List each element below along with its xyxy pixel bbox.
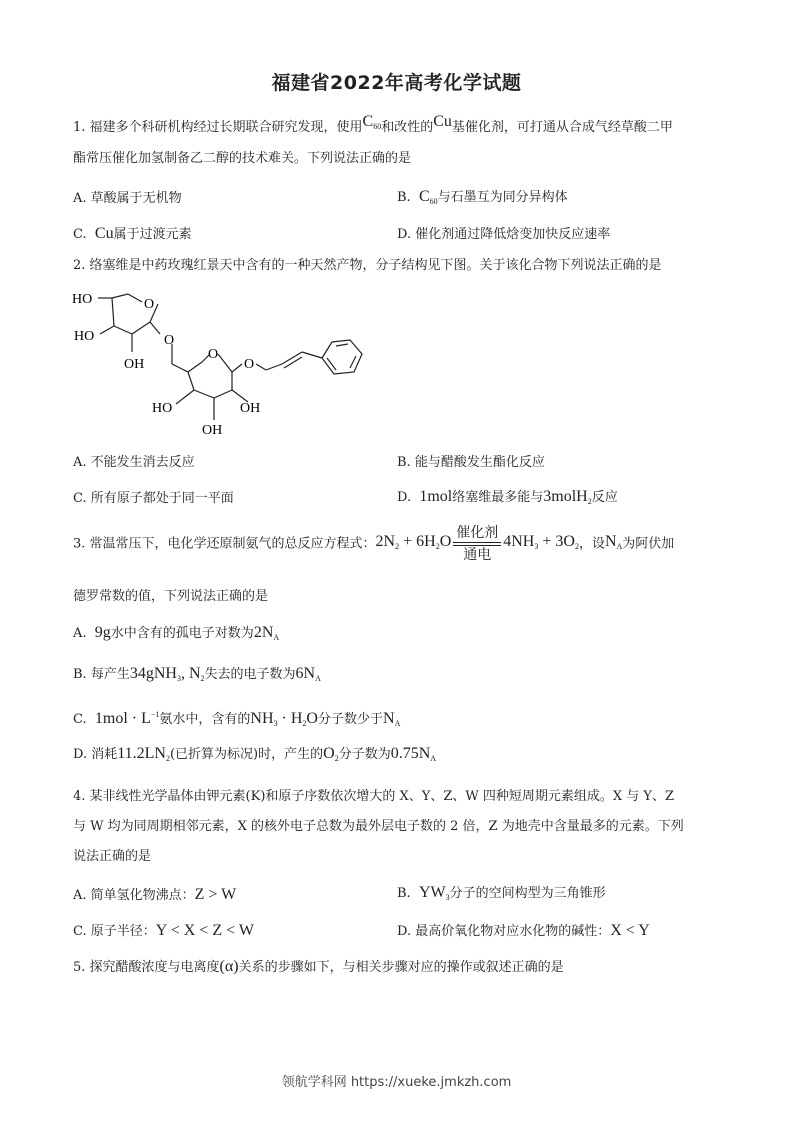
q2-label-ether-o: O — [244, 357, 255, 372]
q3-equation-left: $2N_2 + 6H_2O$ — [375, 533, 452, 551]
q2-label-oh1: OH — [124, 357, 145, 372]
q2-option-d: D. 1mol络塞维最多能与3molH$_2$反应 — [397, 488, 618, 506]
q4-stem-line1: 4. 某非线性光学晶体由钾元素(K)和原子序数依次增大的 X、Y、Z、W 四种短周期元素组成。X 与 Y、Z — [73, 789, 675, 804]
q3-option-d: D. 消耗$11.2LN_2$(已折算为标况)时，产生的$O_2$分子数为$0.75N_A$ — [73, 745, 437, 763]
q4-stem-line2: 与 W 均为同周期相邻元素，X 的核外电子总数为最外层电子数的 2 倍，Z 为地壳中含量最多的元素。下列 — [73, 819, 684, 834]
q3-option-b: B. 每产生34gNH$_3$, $N_2$失去的电子数为$6N_A$ — [73, 665, 321, 683]
q2-molecular-structure — [68, 282, 378, 442]
q2-option-b: B. 能与醋酸发生酯化反应 — [397, 455, 545, 470]
q2-label-ho3: HO — [152, 401, 173, 416]
q3-equation-right: $4NH_3 + 3O_2$ — [503, 533, 579, 551]
q1-stem-a: 1. 福建多个科研机构经过长期联合研究发现，使用 — [73, 120, 363, 135]
q2-option-a: A. 不能发生消去反应 — [73, 455, 195, 470]
q4-option-a: A. 简单氢化物沸点：Z > W — [73, 886, 237, 903]
q4-option-d: D. 最高价氧化物对应水化物的碱性：X < Y — [397, 922, 650, 939]
q2-label-ho1: HO — [72, 292, 93, 307]
q3-option-c: C. $1mol \cdot L^{-1}$氨水中，含有的$NH_3 \cdot H_2O$分子数少于$N_A$ — [73, 710, 401, 728]
q2-label-ring-o1: O — [144, 297, 155, 312]
q3-option-a: A. 9g水中含有的孤电子对数为$2N_A$ — [73, 624, 280, 642]
q1-option-c: C. Cu属于过渡元素 — [73, 225, 192, 242]
q1-stem-b: 和改性的 — [381, 120, 434, 135]
q2-stem: 2. 络塞维是中药玫瑰红景天中含有的一种天然产物，分子结构见下图。关于该化合物下列说法正确的是 — [73, 258, 662, 273]
q1-c60: $C_{60}$ — [362, 113, 382, 131]
q1-stem-line2: 酯常压催化加氢制备乙二醇的技术难关。下列说法正确的是 — [73, 151, 412, 166]
q1-option-a: A. 草酸属于无机物 — [73, 191, 182, 206]
q2-label-link-o: O — [164, 333, 175, 348]
q3-equation-conditions: $\frac{\text{催化剂}}{\text{通电}}$ — [453, 524, 501, 564]
page-title: 福建省2022年高考化学试题 — [271, 72, 522, 94]
q1-cu: Cu — [433, 113, 452, 130]
q1-stem-line1 — [73, 113, 673, 140]
q3-stem-line2: 德罗常数的值，下列说法正确的是 — [73, 589, 269, 604]
footer-watermark: 领航学科网 https://xueke.jmkzh.com — [281, 1075, 512, 1090]
q2-label-oh2: OH — [240, 401, 261, 416]
q3-stem-line1: 3. 常温常压下，电化学还原制氨气的总反应方程式：$2N_2 + 6H_2O$ $\frac{\text{催化剂}}{\text{通电}}$ $4NH_3 + 3O_2$，设$N_A$为阿伏加 — [73, 525, 675, 563]
q2-label-ring-o2: O — [208, 347, 219, 362]
q1-option-b: B. $C_{60}$与石墨互为同分异构体 — [397, 188, 568, 206]
q2-option-c: C. 所有原子都处于同一平面 — [73, 491, 234, 506]
q2-label-ho2: HO — [74, 329, 95, 344]
q1-option-d: D. 催化剂通过降低焓变加快反应速率 — [397, 227, 611, 242]
q1-stem-c: 基催化剂，可打通从合成气经草酸二甲 — [451, 120, 673, 135]
q4-option-c: C. 原子半径：Y < X < Z < W — [73, 922, 254, 939]
q4-stem-line3: 说法正确的是 — [73, 849, 152, 864]
q4-option-b: B. $YW_3$分子的空间构型为三角锥形 — [397, 884, 606, 902]
q2-label-oh3: OH — [202, 423, 223, 438]
q5-stem: 5. 探究醋酸浓度与电离度(α)关系的步骤如下，与相关步骤对应的操作或叙述正确的是 — [73, 958, 564, 975]
